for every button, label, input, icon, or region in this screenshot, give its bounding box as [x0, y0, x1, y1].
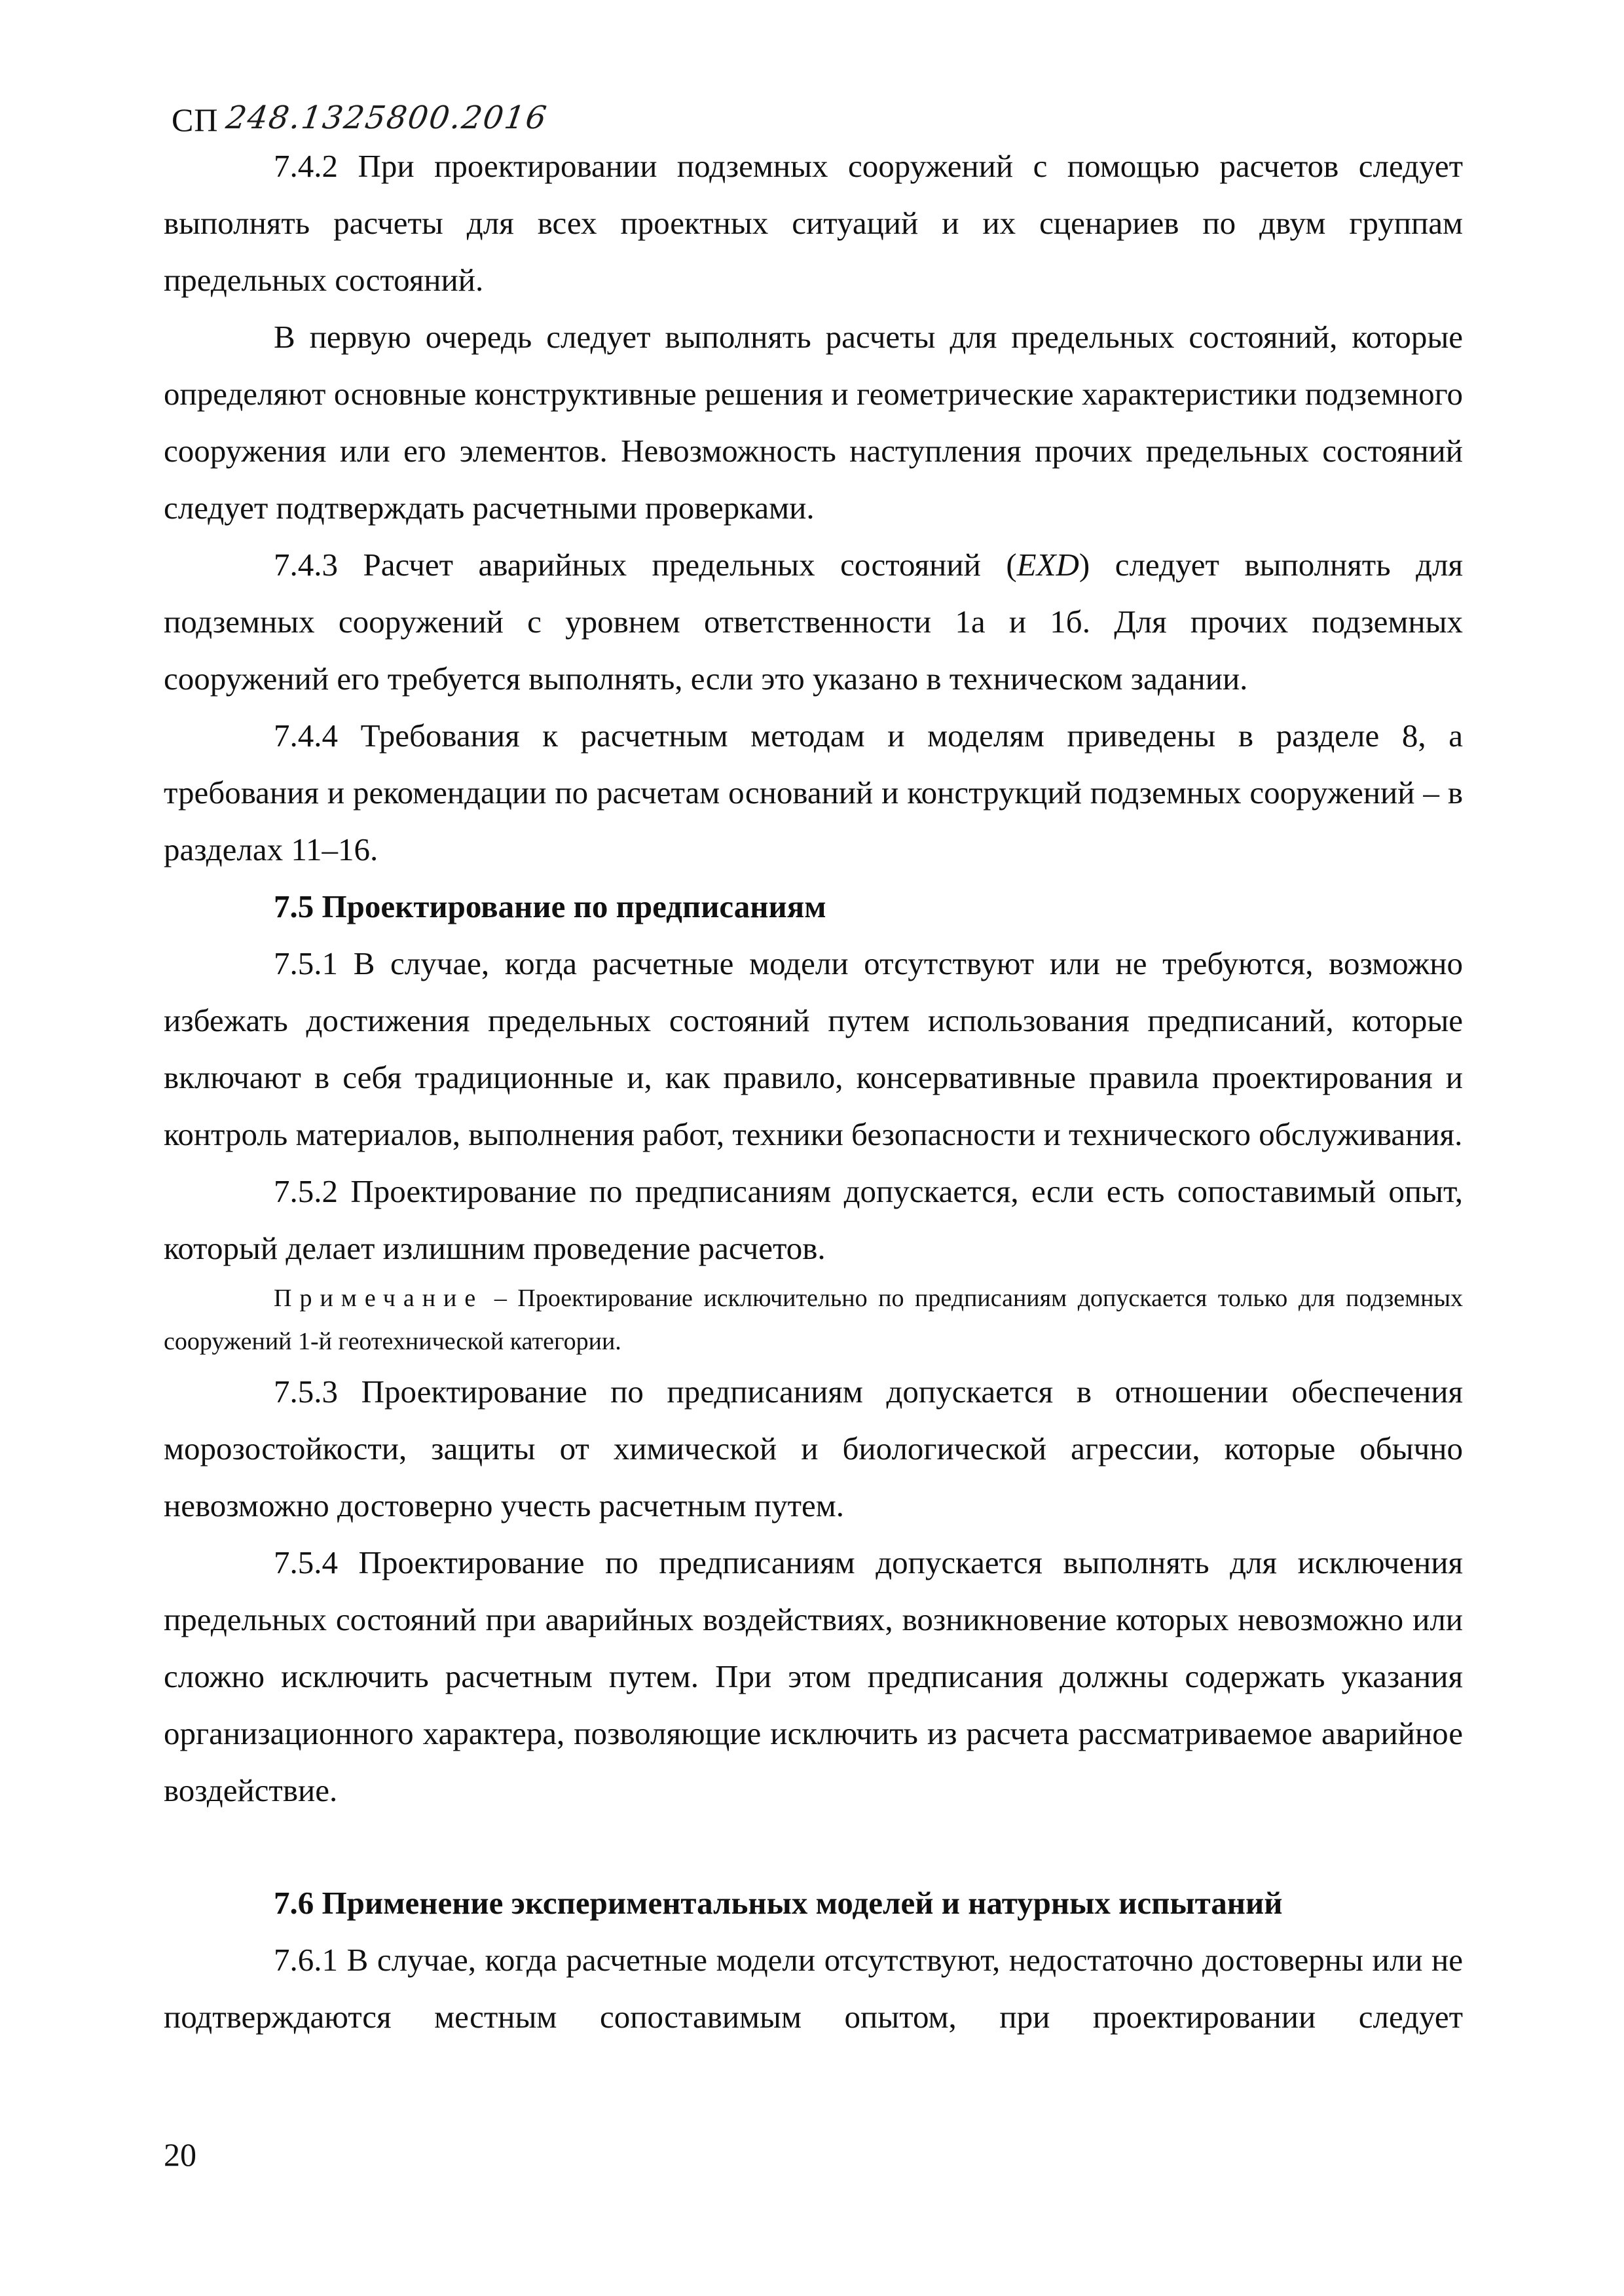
note-text: – Проектирование исключительно по предписаниям допускается только для подземных сооружений 1-й геотехнической категории.: [164, 1285, 1463, 1355]
paragraph-7-5-2: 7.5.2 Проектирование по предписаниям допускается, если есть сопоставимый опыт, который делает излишним проведение расчетов.: [164, 1173, 1463, 1266]
handwritten-code: 248.1325800.2016: [224, 100, 551, 136]
section-heading-7-6: 7.6 Применение экспериментальных моделей и натурных испытаний: [274, 1885, 1283, 1921]
paragraph-7-6-1: 7.6.1 В случае, когда расчетные модели отсутствуют, недостаточно достоверны или не подтверждаются местным сопоставимым опытом, при проектировании следует: [164, 1942, 1463, 2035]
document-header: [172, 77, 551, 138]
paragraph-7-5-4: 7.5.4 Проектирование по предписаниям допускается выполнять для исключения предельных состояний при аварийных воздействиях, возникновение которых невозможно или сложно исключить расчетным путем. При этом предписания должны содержать указания организационного характера, позволяющие исключить из расчета рассматриваемое аварийное воздействие.: [164, 1544, 1463, 1808]
note-label: Примечание: [274, 1285, 484, 1312]
paragraph-7-5-3: 7.5.3 Проектирование по предписаниям допускается в отношении обеспечения морозостойкости, защиты от химической и биологической агрессии, которые обычно невозможно достоверно учесть расчетным путем.: [164, 1374, 1463, 1523]
body-text: [164, 137, 1463, 2045]
paragraph-7-4-3: [164, 536, 1463, 707]
code-label: СП: [172, 101, 219, 138]
page-number: 20: [164, 2136, 196, 2173]
paragraph-7-4-2-continued: В первую очередь следует выполнять расчеты для предельных состояний, которые определяют основные конструктивные решения и геометрические характеристики подземного сооружения или его элементов. Невозможность наступления прочих предельных состояний следует подтверждать расчетными проверками.: [164, 319, 1463, 526]
paragraph-7-4-4: 7.4.4 Требования к расчетным методам и моделям приведены в разделе 8, а требования и рекомендации по расчетам оснований и конструкций подземных сооружений – в разделах 11–16.: [164, 718, 1463, 867]
section-heading-7-5: 7.5 Проектирование по предписаниям: [274, 888, 826, 924]
paragraph-7-5-1: 7.5.1 В случае, когда расчетные модели отсутствуют или не требуются, возможно избежать достижения предельных состояний путем использования предписаний, которые включают в себя традиционные и, как правило, консервативные правила проектирования и контроль материалов, выполнения работ, техники безопасности и технического обслуживания.: [164, 945, 1463, 1152]
paragraph-7-4-2: 7.4.2 При проектировании подземных сооружений с помощью расчетов следует выполнять расчеты для всех проектных ситуаций и их сценариев по двум группам предельных состояний.: [164, 148, 1463, 298]
paragraph-7-4-3-end: ) следует выполнять для подземных сооружений с уровнем ответственности 1а и 1б. Для прочих подземных сооружений его требуется выполнять, если это указано в техническом задании.: [164, 547, 1463, 697]
note: [164, 1277, 1463, 1363]
paragraph-7-4-3-start: 7.4.3 Расчет аварийных предельных состояний (: [274, 547, 1017, 583]
exd-term: EXD: [1016, 547, 1079, 583]
